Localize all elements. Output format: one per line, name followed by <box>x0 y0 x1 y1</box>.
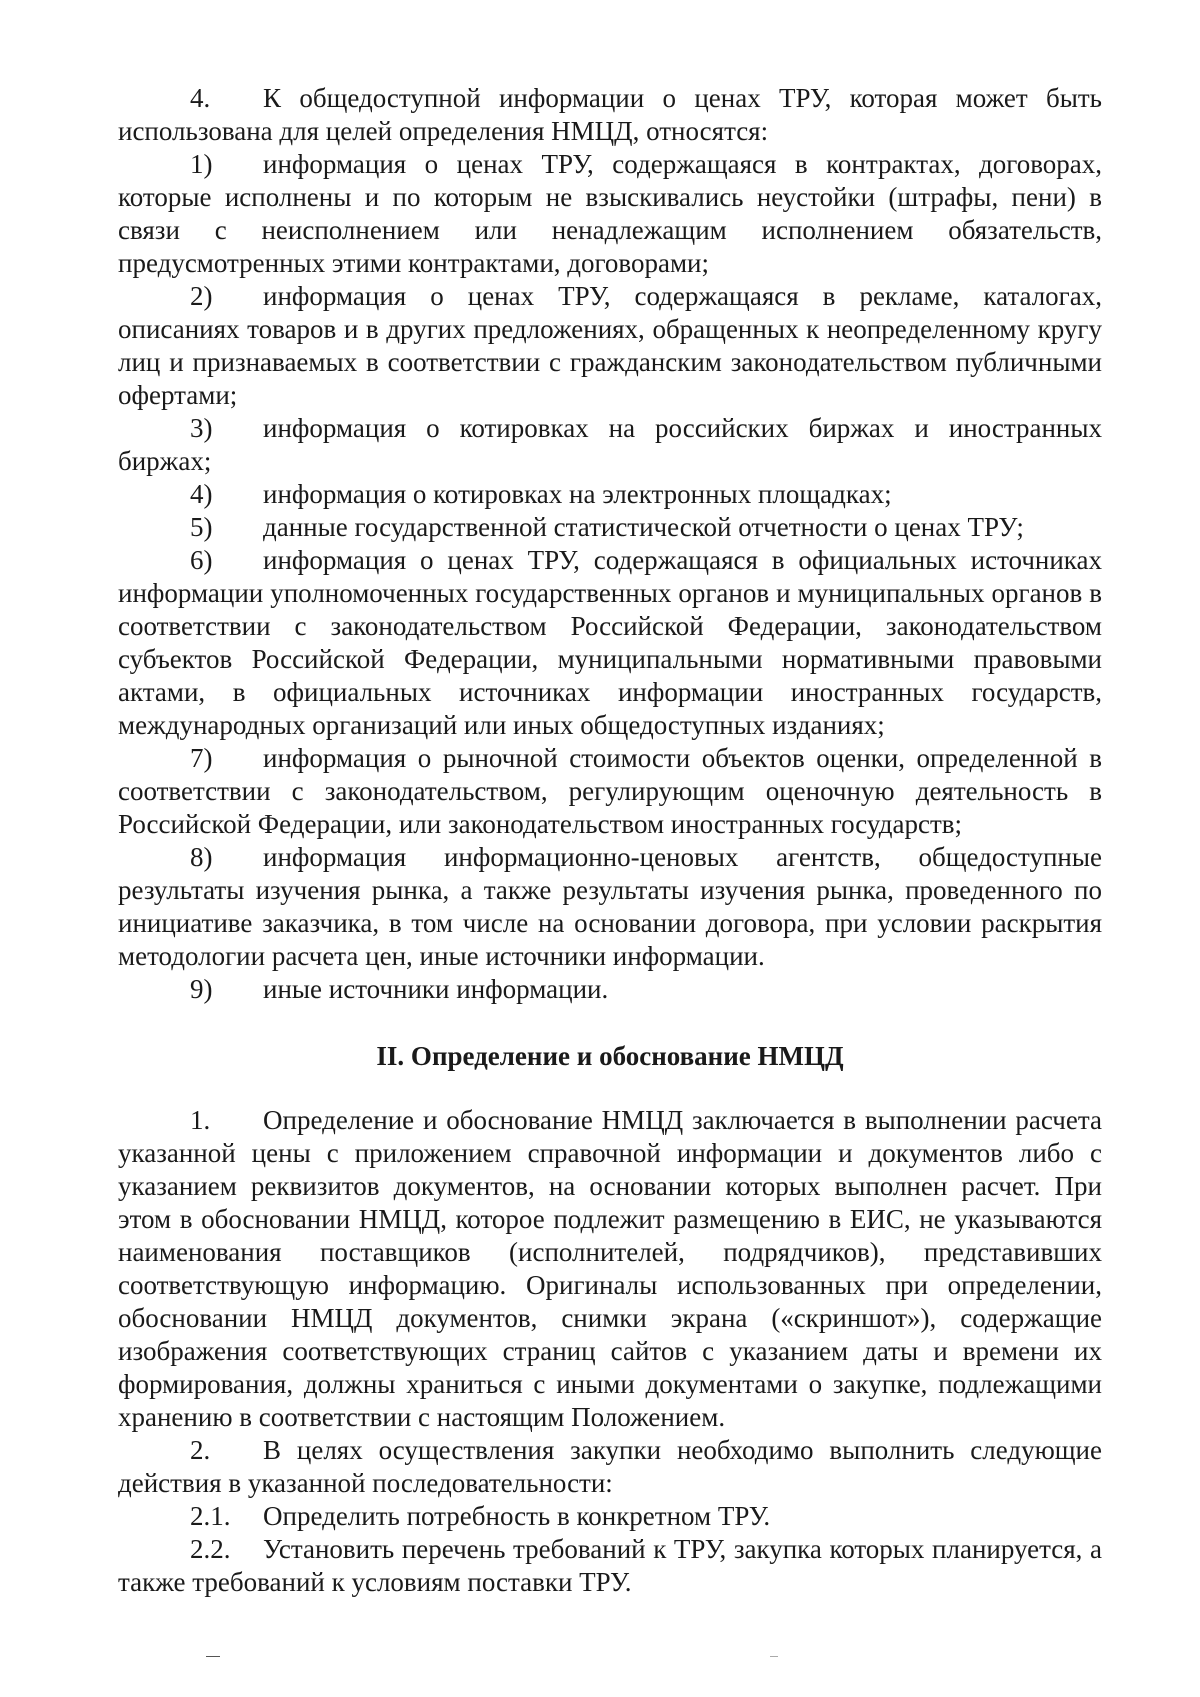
paragraph-text: Определение и обоснование НМЦД заключается в выполнении расчета указанной цены с приложением справочной информации и документов либо с указанием реквизитов документов, на основании которых выполнен расчет. При этом в обосновании НМЦД, которое подлежит размещению в ЕИС, не указываются наименования поставщиков (исполнителей, подрядчиков), представивших соответствующую информацию. Оригиналы использованных при определении, обосновании НМЦД документов, снимки экрана («скриншот»), содержащие изображения соответствующих страниц сайтов с указанием даты и времени их формирования, должны храниться с иными документами о закупке, подлежащими хранению в соответствии с настоящим Положением. <box>118 1105 1102 1432</box>
document-content <box>118 82 1102 1599</box>
subitem-9 <box>118 973 1102 1006</box>
subitem-number: 8) <box>190 842 213 872</box>
paragraph-number: 1. <box>190 1105 211 1135</box>
subitem-6 <box>118 544 1102 742</box>
subitem-number: 9) <box>190 974 213 1004</box>
paragraph-text: Установить перечень требований к ТРУ, закупка которых планируется, а также требований к условиям поставки ТРУ. <box>118 1534 1102 1597</box>
paragraph-text: Определить потребность в конкретном ТРУ. <box>263 1501 771 1531</box>
subitem-5 <box>118 511 1102 544</box>
subitem-text: данные государственной статистической отчетности о ценах ТРУ; <box>263 512 1024 542</box>
section-heading: II. Определение и обоснование НМЦД <box>376 1041 844 1071</box>
subitem-text: информация о котировках на электронных площадках; <box>263 479 892 509</box>
paragraph-number: 2.2. <box>190 1534 231 1564</box>
subitem-number: 6) <box>190 545 213 575</box>
item-number: 4. <box>190 83 211 113</box>
subitem-number: 3) <box>190 413 213 443</box>
subitem-number: 1) <box>190 149 213 179</box>
subitem-number: 5) <box>190 512 213 542</box>
scan-artifact-mark <box>206 1656 220 1657</box>
subitem-text: информация о ценах ТРУ, содержащаяся в контрактах, договорах, которые исполнены и по которым не взыскивались неустойки (штрафы, пени) в связи с неисполнением или ненадлежащим исполнением обязательств, предусмотренных этими контрактами, договорами; <box>118 149 1102 278</box>
subitem-number: 4) <box>190 479 213 509</box>
subitem-3 <box>118 412 1102 478</box>
paragraph-text: В целях осуществления закупки необходимо выполнить следующие действия в указанной последовательности: <box>118 1435 1102 1498</box>
section1-item4 <box>118 82 1102 148</box>
subitem-1 <box>118 148 1102 280</box>
subitem-text: информация о ценах ТРУ, содержащаяся в рекламе, каталогах, описаниях товаров и в других предложениях, обращенных к неопределенному кругу лиц и признаваемых в соответствии с гражданским законодательством публичными офертами; <box>118 281 1102 410</box>
section2-paragraph-2-2 <box>118 1533 1102 1599</box>
subitem-text: иные источники информации. <box>263 974 609 1004</box>
subitem-number: 7) <box>190 743 213 773</box>
subitem-number: 2) <box>190 281 213 311</box>
subitem-text: информация о котировках на российских биржах и иностранных биржах; <box>118 413 1102 476</box>
paragraph-number: 2. <box>190 1435 211 1465</box>
subitem-8 <box>118 841 1102 973</box>
subitem-text: информация о ценах ТРУ, содержащаяся в официальных источниках информации уполномоченных государственных органов и муниципальных органов в соответствии с законодательством Российской Федерации, законодательством субъектов Российской Федерации, муниципальными нормативными правовыми актами, в официальных источниках информации иностранных государств, международных организаций или иных общедоступных изданиях; <box>118 545 1102 740</box>
subitem-text: информация о рыночной стоимости объектов оценки, определенной в соответствии с законодательством, регулирующим оценочную деятельность в Российской Федерации, или законодательством иностранных государств; <box>118 743 1102 839</box>
subitem-4 <box>118 478 1102 511</box>
subitem-text: информация информационно-ценовых агентств, общедоступные результаты изучения рынка, а также результаты изучения рынка, проведенного по инициативе заказчика, в том числе на основании договора, при условии раскрытия методологии расчета цен, иные источники информации. <box>118 842 1102 971</box>
paragraph-number: 2.1. <box>190 1501 231 1531</box>
scan-artifact-mark <box>770 1656 778 1657</box>
section2-paragraph-2 <box>118 1434 1102 1500</box>
section2-paragraph-2-1 <box>118 1500 1102 1533</box>
section2-paragraph-1 <box>118 1104 1102 1434</box>
subitem-7 <box>118 742 1102 841</box>
item-text: К общедоступной информации о ценах ТРУ, которая может быть использована для целей определения НМЦД, относятся: <box>118 83 1102 146</box>
subitem-2 <box>118 280 1102 412</box>
